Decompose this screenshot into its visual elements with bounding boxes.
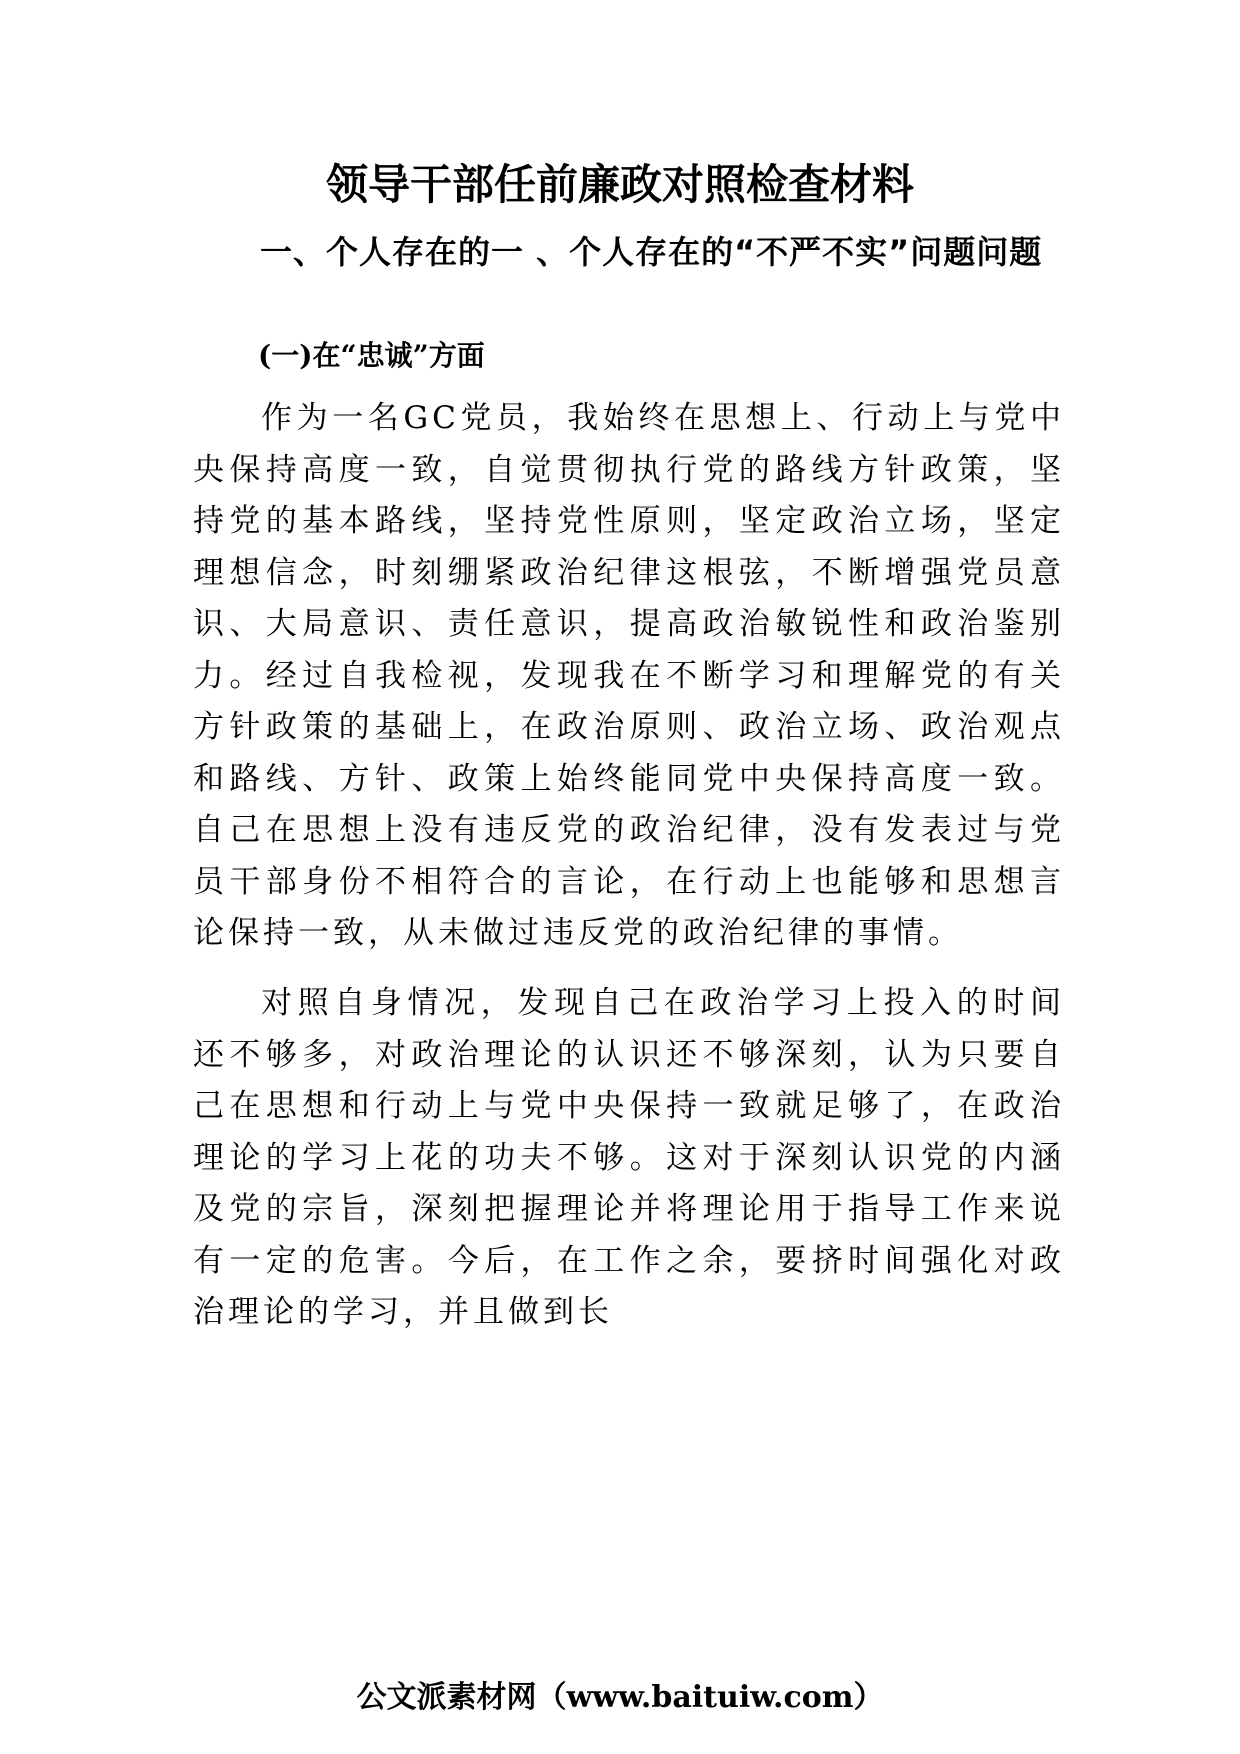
document-title: 领导干部任前廉政对照检查材料: [325, 160, 914, 209]
body-paragraph: 作为一名GC党员，我始终在思想上、行动上与党中央保持高度一致，自觉贯彻执行党的路线方针政策，坚持党的基本路线，坚持党性原则，坚定政治立场，坚定理想信念，时刻绷紧政治纪律这根弦，不断增强党员意识、大局意识、责任意识，提高政治敏锐性和政治鉴别力。经过自我检视，发现我在不断学习和理解党的有关方针政策的基础上，在政治原则、政治立场、政治观点和路线、方针、政策上始终能同党中央保持高度一致。自己在思想上没有违反党的政治纪律，没有发表过与党员干部身份不相符合的言论，在行动上也能够和思想言论保持一致，从未做过违反党的政治纪律的事情。: [193, 400, 1065, 951]
footer-watermark: 公文派素材网（www.baituiw.com）: [356, 1680, 884, 1715]
section-heading: 一、个人存在的一 、个人存在的“不严不实”问题问题: [260, 233, 1043, 271]
subsection-heading: (一)在“忠诚”方面: [258, 339, 485, 372]
body-paragraph: 对照自身情况，发现自己在政治学习上投入的时间还不够多，对政治理论的认识还不够深刻，认为只要自己在思想和行动上与党中央保持一致就足够了，在政治理论的学习上花的功夫不够。这对于深刻认识党的内涵及党的宗旨，深刻把握理论并将理论用于指导工作来说有一定的危害。今后，在工作之余，要挤时间强化对政治理论的学习，并且做到长: [193, 985, 1065, 1330]
